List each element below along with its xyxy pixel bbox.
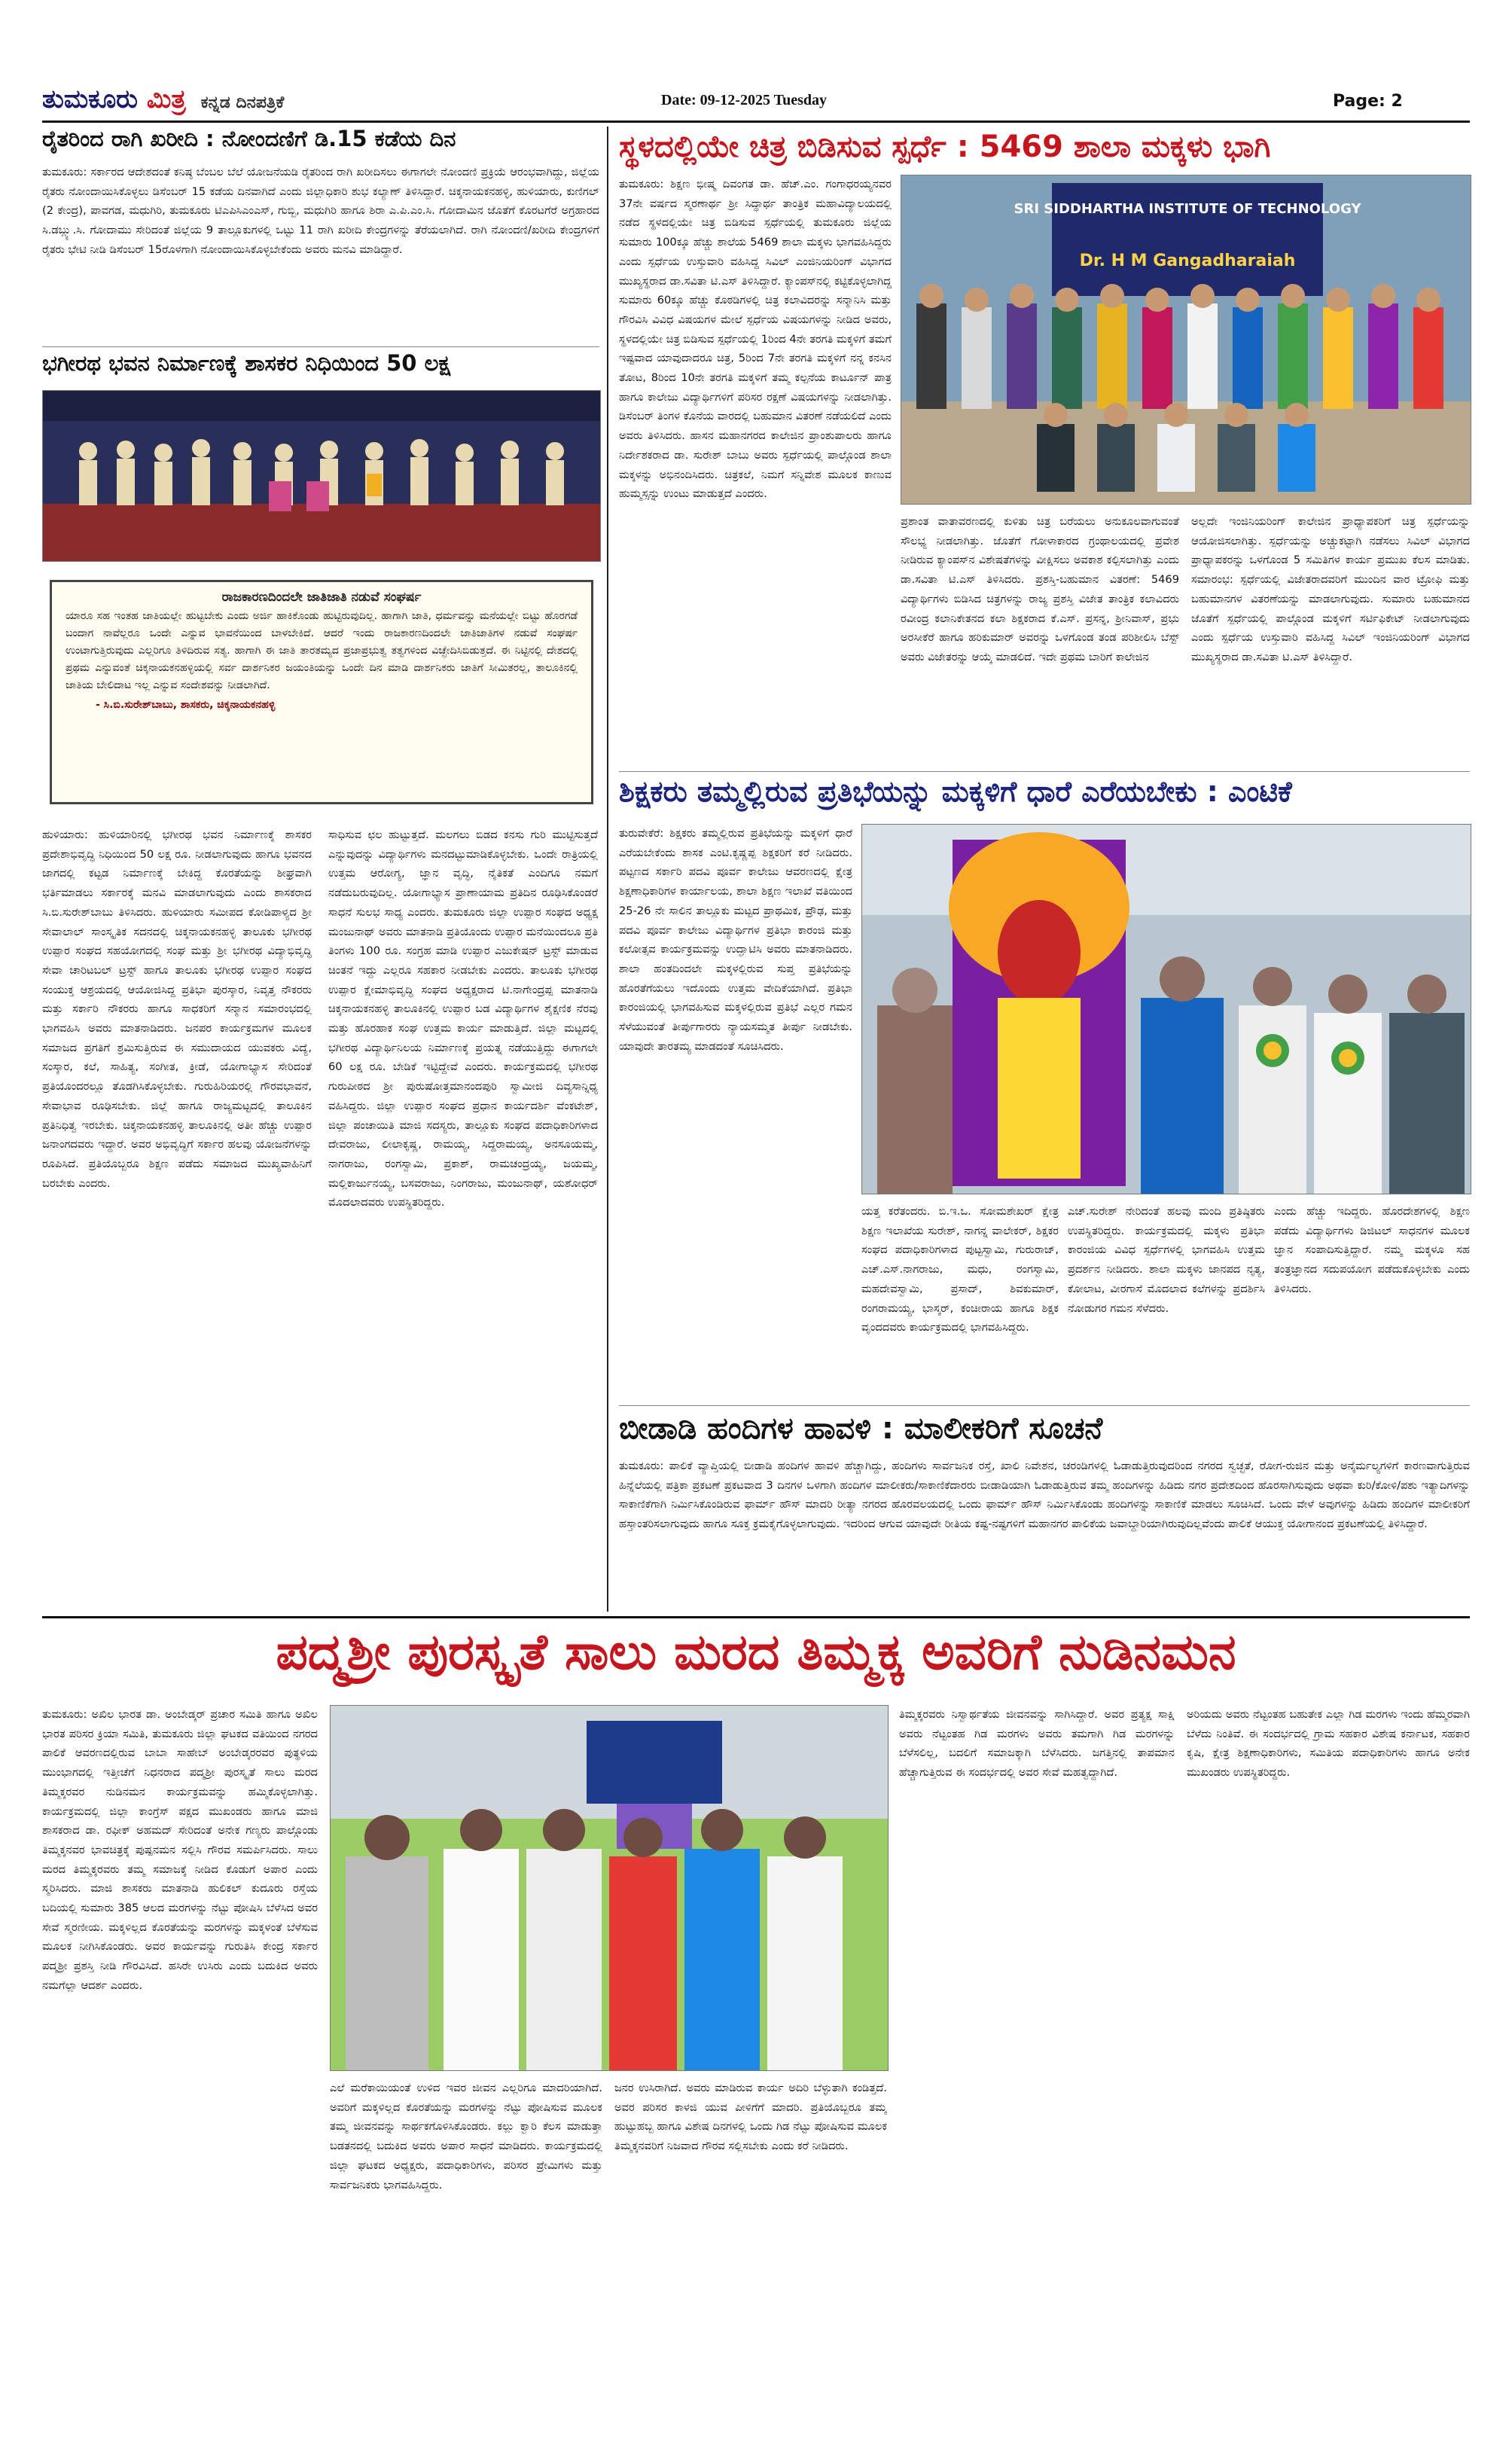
chitra-col1: ತುಮಕೂರು: ಶಿಕ್ಷಣ ಭೀಷ್ಮ ದಿವಂಗತ ಡಾ. ಹೆಚ್.ಎಂ. ಗಂಗಾಧರಯ್ಯನವರ 37ನೇ ವರ್ಷದ ಸ್ಮರಣಾರ್ಥ ಶ್ರೀ ಸಿದ್ಧಾರ್ಥ ತಾಂತ್ರಿಕ ಮಹಾವಿದ್ಯಾಲಯದಲ್ಲಿ ನಡೆದ ಸ್ಥಳದಲ್ಲಿಯೇ ಚಿತ್ರ ಬಿಡಿಸುವ ಸ್ಪರ್ಧೆಯಲ್ಲಿ ತುಮಕೂರು ಜಿಲ್ಲೆಯ ಸುಮಾರು 100ಕ್ಕೂ ಹೆಚ್ಚು ಶಾಲೆಯ 5469 ಶಾಲಾ ಮಕ್ಕಳು ಭಾಗವಹಿಸಿದ್ದರು ಎಂದು ಸ್ಪರ್ಧೆಯ ಉಸ್ತುವಾರಿ ವಹಿಸಿದ್ದ ಸಿವಿಲ್ ಎಂಜಿನಿಯರಿಂಗ್ ವಿಭಾಗದ ಮುಖ್ಯಸ್ಥರಾದ ಡಾ.ಸವಿತಾ ಟಿ.ಎಸ್ ತಿಳಿಸಿದ್ದಾರೆ. ಕ್ಯಾಂಪಸ್‌ನಲ್ಲಿ ಕಟ್ಟಿಕೊಳ್ಳಲಾಗಿದ್ದ ಸುಮಾರು 60ಕ್ಕೂ ಹೆಚ್ಚು ಕೊಠಡಿಗಳಲ್ಲಿ ಚಿತ್ರ ಕಲಾವಿದರನ್ನು ಸನ್ಮಾನಿಸಿ ಮತ್ತು ಗೌರವಿಸಿ ವಿವಿಧ ವಿಷಯಗಳ ಮೇಲೆ ಸ್ಪರ್ಧೆಯ ವಿಷಯಗಳನ್ನು ನೀಡಿದ ಅವರು, ಸ್ಥಳದಲ್ಲಿಯೇ ಚಿತ್ರ ಬಿಡಿಸುವ ಸ್ಪರ್ಧೆಯಲ್ಲಿ 1ರಿಂದ 4ನೇ ತರಗತಿ ಮಕ್ಕಳಿಗೆ ತಮಗೆ ಇಷ್ಟವಾದ ಯಾವುದಾದರೂ ಚಿತ್ರ, 5ರಿಂದ 7ನೇ ತರಗತಿ ಮಕ್ಕಳಿಗೆ ನನ್ನ ಕನಸಿನ ತೋಟ, 8ರಿಂದ 10ನೇ ತರಗತಿ ಮಕ್ಕಳಿಗೆ ತಮ್ಮ ಕಲ್ಪನೆಯ ಕಾರ್ಟೂನ್ ಪಾತ್ರ ಹಾಗೂ ಕಾಲೇಜು ವಿದ್ಯಾರ್ಥಿಗಳಿಗೆ ಪರಿಸರ ರಕ್ಷಣೆ ವಿಷಯಗಳನ್ನು ನೀಡಲಾಗಿತ್ತು. ಡಿಸೆಂಬರ್ ತಿಂಗಳ ಕೊನೆಯ ವಾರದಲ್ಲಿ ಬಹುಮಾನ ವಿತರಣೆ ನಡೆಯಲಿದೆ ಎಂದು ಅವರು ತಿಳಿಸಿದರು. ಹಾಸನ ಮಹಾನಗರದ ಕಾಲೇಜಿನ ಪ್ರಾಂಶುಪಾಲರು ಹಾಗೂ ನಿರ್ದೇಶಕರಾದ ಡಾ. ಸುರೇಶ್ ಬಾಬು ಅವರು ಸ್ಪರ್ಧೆಯಲ್ಲಿ ಪಾಲ್ಗೊಂಡ ಶಾಲಾ ಮಕ್ಕಳನ್ನು ಅಭಿನಂದಿಸಿದರು. ಚಿತ್ರಕಲೆ, ನಿಮಗೆ ಸನ್ನಿವೇಶ ಮೂಲಕ ಕಾಣುವ ಹುಮ್ಮಸ್ಸನ್ನು ಉಂಟು ಮಾಡುತ್ತದೆ ಎಂದರು. bbox=[619, 178, 892, 501]
chitra-photo bbox=[901, 175, 1471, 505]
masthead-name-2: ಮಿತ್ರ bbox=[146, 84, 186, 114]
quote-title: ರಾಜಕಾರಣದಿಂದಲೇ ಜಾತಿಜಾತಿ ನಡುವೆ ಸಂಘರ್ಷ bbox=[221, 590, 422, 605]
shikshakaru-headline: ಶಿಕ್ಷಕರು ತಮ್ಮಲ್ಲಿರುವ ಪ್ರತಿಭೆಯನ್ನು ಮಕ್ಕಳಿಗೆ ಧಾರೆ ಎರೆಯಬೇಕು : ಎಂಟಿಕೆ bbox=[619, 775, 1292, 808]
ragi-body: ತುಮಕೂರು: ಸರ್ಕಾರದ ಆದೇಶದಂತೆ ಕನಿಷ್ಠ ಬೆಂಬಲ ಬೆಲೆ ಯೋಜನೆಯಡಿ ರೈತರಿಂದ ರಾಗಿ ಖರೀದಿಸಲು ಈಗಾಗಲೇ ನೋಂದಣಿ ಪ್ರಕ್ರಿಯೆ ಆರಂಭವಾಗಿದ್ದು, ಜಿಲ್ಲೆಯ ರೈತರು ನೋಂದಾಯಿಸಿಕೊಳ್ಳಲು ಡಿಸೆಂಬರ್ 15 ಕಡೆಯ ದಿನವಾಗಿದೆ ಎಂದು ಜಿಲ್ಲಾಧಿಕಾರಿ ಶುಭ ಕಲ್ಯಾಣ್ ತಿಳಿಸಿದ್ದಾರೆ. ಚಿಕ್ಕನಾಯಕನಹಳ್ಳಿ, ಹುಳಿಯಾರು, ಕುಣಿಗಲ್ (2 ಕೇಂದ್ರ), ಪಾವಗಡ, ಮಧುಗಿರಿ, ತುಮಕೂರು ಟಿಎಪಿಸಿಎಂಎಸ್, ಗುಬ್ಬಿ, ಮಧುಗಿರಿ ಹಾಗೂ ಶಿರಾ ಎ.ಪಿ.ಎಂ.ಸಿ. ಗೋದಾಮಿನ ಜೊತೆಗೆ ಕೊರಟಗೆರೆ ಅಗ್ರಹಾರದ ಸಿ.ಡಬ್ಲ್ಯು.ಸಿ. ಗೋದಾಮು ಸೇರಿದಂತೆ ಜಿಲ್ಲೆಯ 9 ತಾಲ್ಲೂಕುಗಳಲ್ಲಿ ಒಟ್ಟು 11 ರಾಗಿ ಖರೀದಿ ಕೇಂದ್ರಗಳನ್ನು ತೆರೆಯಲಾಗಿದೆ. ರಾಗಿ ನೋಂದಣಿ/ಖರೀದಿ ಕೇಂದ್ರಗಳಿಗೆ ರೈತರು ಭೇಟಿ ನೀಡಿ ಡಿಸೆಂಬರ್ 15ರೊಳಗಾಗಿ ನೋಂದಾಯಿಸಿಕೊಳ್ಳಬೇಕೆಂದು ಅವರು ಮನವಿ ಮಾಡಿದ್ದಾರೆ. bbox=[42, 166, 599, 256]
banner-sub: Dr. H M Gangadharaiah bbox=[1079, 252, 1296, 270]
divider bbox=[619, 771, 1470, 772]
thimmakka-photo bbox=[330, 1705, 889, 2071]
banner-text: SRI SIDDHARTHA INSTITUTE OF TECHNOLOGY bbox=[1014, 201, 1361, 217]
thimmakka-col1: ತುಮಕೂರು: ಅಖಿಲ ಭಾರತ ಡಾ. ಅಂಬೇಡ್ಕರ್ ಪ್ರಚಾರ ಸಮಿತಿ ಹಾಗೂ ಅಖಿಲ ಭಾರತ ಪರಿಸರ ಕ್ರಿಯಾ ಸಮಿತಿ, ತುಮಕೂರು ಜಿಲ್ಲಾ ಘಟಕದ ವತಿಯಿಂದ ನಗರದ ಪಾಲಿಕೆ ಆವರಣದಲ್ಲಿರುವ ಬಾಬಾ ಸಾಹೇಬ್ ಅಂಬೇಡ್ಕರರವರ ಪುತ್ಥಳಿಯ ಮುಂಭಾಗದಲ್ಲಿ ಇತ್ತೀಚೆಗೆ ನಿಧನರಾದ ಪದ್ಮಶ್ರೀ ಪುರಸ್ಕೃತೆ ಸಾಲು ಮರದ ತಿಮ್ಮಕ್ಕರವರ ನುಡಿನಮನ ಕಾರ್ಯಕ್ರಮವನ್ನು ಹಮ್ಮಿಕೊಳ್ಳಲಾಗಿತ್ತು. ಕಾರ್ಯಕ್ರಮದಲ್ಲಿ ಜಿಲ್ಲಾ ಕಾಂಗ್ರೆಸ್ ಪಕ್ಷದ ಮುಖಂಡರು ಹಾಗೂ ಮಾಜಿ ಶಾಸಕರಾದ ಡಾ. ರಫೀಕ್ ಅಹಮದ್ ಸೇರಿದಂತೆ ಅನೇಕ ಗಣ್ಯರು ಪಾಲ್ಗೊಂಡು ತಿಮ್ಮಕ್ಕನವರ ಭಾವಚಿತ್ರಕ್ಕೆ ಪುಷ್ಪನಮನ ಸಲ್ಲಿಸಿ ಗೌರವ ಸಮರ್ಪಿಸಿದರು. ಸಾಲು ಮರದ ತಿಮ್ಮಕ್ಕರವರು ತಮ್ಮ ಸಮಾಜಕ್ಕೆ ನೀಡಿದ ಕೊಡುಗೆ ಅಪಾರ ಎಂದು ಸ್ಮರಿಸಿದರು. ಮಾಜಿ ಶಾಸಕರು ಮಾತನಾಡಿ ಹುಲಿಕಲ್ ಕುದೂರು ರಸ್ತೆಯ ಬದಿಯಲ್ಲಿ ಸುಮಾರು 385 ಆಲದ ಮರಗಳನ್ನು ನೆಟ್ಟು ಪೋಷಿಸಿ ಬೆಳೆಸಿದ ಅವರ ಸೇವೆ ಸ್ಮರಣೀಯ. ಮಕ್ಕಳಿಲ್ಲದ ಕೊರತೆಯನ್ನು ಮರಗಳನ್ನು ಮಕ್ಕಳಂತೆ ಬೆಳೆಸುವ ಮೂಲಕ ನೀಗಿಸಿಕೊಂಡರು. ಅವರ ಕಾರ್ಯವನ್ನು ಗುರುತಿಸಿ ಕೇಂದ್ರ ಸರ್ಕಾರ ಪದ್ಮಶ್ರೀ ಪ್ರಶಸ್ತಿ ನೀಡಿ ಗೌರವಿಸಿದೆ. ಹಸಿರೇ ಉಸಿರು ಎಂದು ಬದುಕಿದ ಅವರು ನಮಗೆಲ್ಲಾ ಆದರ್ಶ ಎಂದರು. bbox=[42, 1708, 318, 1992]
header-rule bbox=[42, 120, 1470, 123]
handi-body: ತುಮಕೂರು: ಪಾಲಿಕೆ ವ್ಯಾಪ್ತಿಯಲ್ಲಿ ಬೀಡಾಡಿ ಹಂದಿಗಳ ಹಾವಳಿ ಹೆಚ್ಚಾಗಿದ್ದು, ಹಂದಿಗಳು ಸಾರ್ವಜನಿಕ ರಸ್ತೆ, ಖಾಲಿ ನಿವೇಶನ, ಚರಂಡಿಗಳಲ್ಲಿ ಓಡಾಡುತ್ತಿರುವುದರಿಂದ ನಗರದ ಸ್ವಚ್ಛತೆ, ರೋಗ-ರುಜಿನ ಮತ್ತು ಅನೈರ್ಮಲ್ಯಗಳಿಗೆ ಕಾರಣವಾಗುತ್ತಿರುವ ಹಿನ್ನೆಲೆಯಲ್ಲಿ ಪತ್ರಿಕಾ ಪ್ರಕಟಣೆ ಪ್ರಕಟವಾದ 3 ದಿನಗಳ ಒಳಗಾಗಿ ಹಂದಿಗಳ ಮಾಲೀಕರು/ಸಾಕಾಣಿಕೆದಾರರು ಬೀಡಾಡಿಯಾಗಿ ಓಡಾಡುತ್ತಿರುವ ತಮ್ಮ ಹಂದಿಗಳನ್ನು ಹಿಡಿದು ನಗರ ಪ್ರದೇಶದಿಂದ ಹೊರಸಾಗಿಸುವುದು ಅಥವಾ ಕುರಿ/ಕೋಳಿ/ಪಶು ಇತ್ಯಾದಿಗಳನ್ನು ಸಾಕಾಣಿಕೆಗಾಗಿ ನಿರ್ಮಿಸಿಕೊಂಡಿರುವ ಫಾರ್ಮ್ ಹೌಸ್ ಮಾದರಿ ರೀತ್ಯಾ ನಗರದ ಹೊರವಲಯದಲ್ಲಿ ಒಂದು ಫಾರ್ಮ್ ಹೌಸ್ ನಿರ್ಮಿಸಿಕೊಂಡು ಹಂದಿಗಳನ್ನು ಸಾಕಾಣಿಕೆ ಮಾಡಲು ಸೂಚಿಸಿದೆ. ಒಂದು ವೇಳೆ ಅವುಗಳನ್ನು ಹಿಡಿದು ಹಂದಿಗಳ ಮಾಲೀಕರಿಗೆ ಹಸ್ತಾಂತರಿಸಲಾಗುವುದು ಹಾಗೂ ಸೂಕ್ತ ಕ್ರಮಕೈಗೊಳ್ಳಲಾಗುವುದು. ಇದರಿಂದ ಆಗುವ ಯಾವುದೇ ರೀತಿಯ ಕಷ್ಟ-ನಷ್ಟಗಳಿಗೆ ಮಹಾನಗರ ಪಾಲಿಕೆಯ ಜವಾಬ್ದಾರಿಯಾಗಿರುವುದಿಲ್ಲವೆಂದು ಪಾಲಿಕೆ ಆಯುಕ್ತ ಯೋಗಾನಂದ ಪ್ರಕಟಣೆಯಲ್ಲಿ ತಿಳಿಸಿದ್ದಾರೆ. bbox=[619, 1459, 1470, 1531]
shikshakaru-col1: ತುರುವೇಕೆರೆ: ಶಿಕ್ಷಕರು ತಮ್ಮಲ್ಲಿರುವ ಪ್ರತಿಭೆಯನ್ನು ಮಕ್ಕಳಿಗೆ ಧಾರೆ ಎರೆಯಬೇಕೆಂದು ಶಾಸಕ ಎಂಟಿ.ಕೃಷ್ಣಪ್ಪ ಶಿಕ್ಷಕರಿಗೆ ಕರೆ ನೀಡಿದರು. ಪಟ್ಟಣದ ಸರ್ಕಾರಿ ಪದವಿ ಪೂರ್ವ ಕಾಲೇಜು ಆವರಣದಲ್ಲಿ ಕ್ಷೇತ್ರ ಶಿಕ್ಷಣಾಧಿಕಾರಿಗಳ ಕಾರ್ಯಾಲಯ, ಶಾಲಾ ಶಿಕ್ಷಣ ಇಲಾಖೆ ವತಿಯಿಂದ 25-26 ನೇ ಸಾಲಿನ ತಾಲ್ಲೂಕು ಮಟ್ಟದ ಪ್ರಾಥಮಿಕ, ಪ್ರೌಢ, ಮತ್ತು ಪದವಿ ಪೂರ್ವ ಕಾಲೇಜು ವಿದ್ಯಾರ್ಥಿಗಳ ಪ್ರತಿಭಾ ಕಾರಂಜಿ ಮತ್ತು ಕಲೋತ್ಸವ ಕಾರ್ಯಕ್ರಮವನ್ನು ಉದ್ಘಾಟಿಸಿ ಅವರು ಮಾತನಾಡಿದರು. ಶಾಲಾ ಹಂತದಿಂದಲೇ ಮಕ್ಕಳಲ್ಲಿರುವ ಸುಪ್ತ ಪ್ರತಿಭೆಯನ್ನು ಹೊರತೆಗೆಯಲು ಇದೊಂದು ಉತ್ತಮ ವೇದಿಕೆಯಾಗಿದೆ. ಪ್ರತಿಭಾ ಕಾರಂಜಿಯಲ್ಲಿ ಭಾಗವಹಿಸುವ ಮಕ್ಕಳಲ್ಲಿರುವ ಪ್ರತಿಭೆ ಎಲ್ಲರ ಗಮನ ಸೆಳೆಯುವಂತೆ ತೀರ್ಪುಗಾರರು ನ್ಯಾಯಸಮ್ಮತ ತೀರ್ಪು ನೀಡಬೇಕು. ಯಾವುದೇ ತಾರತಮ್ಯ ಮಾಡದಂತೆ ಸೂಚಿಸಿದರು. bbox=[619, 827, 852, 1053]
chitra-headline: ಸ್ಥಳದಲ್ಲಿಯೇ ಚಿತ್ರ ಬಿಡಿಸುವ ಸ್ಪರ್ಧೆ : 5469 ಶಾಲಾ ಮಕ್ಕಳು ಭಾಗಿ bbox=[619, 130, 1271, 164]
tribute-photo-illustration bbox=[331, 1706, 888, 2070]
shikshakaru-photo bbox=[861, 824, 1471, 1194]
bhagiratha-col1: ಹುಳಿಯಾರು: ಹುಳಿಯಾರಿನಲ್ಲಿ ಭಗೀರಥ ಭವನ ನಿರ್ಮಾಣಕ್ಕೆ ಶಾಸಕರ ಪ್ರದೇಶಾಭಿವೃದ್ಧಿ ನಿಧಿಯಿಂದ 50 ಲಕ್ಷ ರೂ. ನೀಡಲಾಗುವುದು ಹಾಗೂ ಭವನದ ಜಾಗದಲ್ಲಿ ಕಟ್ಟಡ ನಿರ್ಮಾಣಕ್ಕೆ ಬೇಕಿದ್ದ ಕೊರತೆಯನ್ನು ಶೀಘ್ರವಾಗಿ ಭರ್ತಿಮಾಡಲು ಸರ್ಕಾರಕ್ಕೆ ಮನವಿ ಮಾಡಲಾಗುವುದು ಎಂದು ಶಾಸಕರಾದ ಸಿ.ಬಿ.ಸುರೇಶ್‌ಬಾಬು ತಿಳಿಸಿದರು. ಹುಳಿಯಾರು ಸಮೀಪದ ಕೋಡಿಪಾಳ್ಯದ ಶ್ರೀ ಸೇವಾಲಾಲ್ ಸಾಂಸ್ಕೃತಿಕ ಸದನದಲ್ಲಿ ಚಿಕ್ಕನಾಯಕನಹಳ್ಳಿ ತಾಲೂಕು ಭಗೀರಥ ಉಪ್ಪಾರ ಸಂಘದ ಸಹಯೋಗದಲ್ಲಿ ಸಂಘ ಮತ್ತು ಶ್ರೀ ಭಗೀರಥ ವಿದ್ಯಾಭಿವೃದ್ಧಿ ಸೇವಾ ಚಾರಿಟಬಲ್ ಟ್ರಸ್ಟ್ ಹಾಗೂ ತಾಲೂಕು ಭಗೀರಥ ಉಪ್ಪಾರ ಸಂಘದ ಸಂಯುಕ್ತ ಆಶ್ರಯದಲ್ಲಿ ಆಯೋಜಿಸಿದ್ದ ಪ್ರತಿಭಾ ಪುರಸ್ಕಾರ, ನಿವೃತ್ತ ನೌಕರರು ಮತ್ತು ಸರ್ಕಾರಿ ನೌಕರರು ಹಾಗೂ ಸಾಧಕರಿಗೆ ಸನ್ಮಾನ ಸಮಾರಂಭದಲ್ಲಿ ಭಾಗವಹಿಸಿ ಅವರು ಮಾತನಾಡಿದರು. ಜನಪರ ಕಾರ್ಯಕ್ರಮಗಳ ಮೂಲಕ ಸಮಾಜದ ಪ್ರಗತಿಗೆ ಶ್ರಮಿಸುತ್ತಿರುವ ಈ ಸಮುದಾಯದ ಯುವಕರು ವಿದ್ಯೆ, ಸಂಸ್ಕಾರ, ಕಲೆ, ಸಾಹಿತ್ಯ, ಸಂಗೀತ, ಕ್ರೀಡೆ, ಯೋಗಾಭ್ಯಾಸ ಸೇರಿದಂತೆ ಪ್ರತಿಯೊಂದರಲ್ಲೂ ತೊಡಗಿಸಿಕೊಳ್ಳಬೇಕು. ಗುರುಹಿರಿಯರಲ್ಲಿ ಗೌರವಭಾವನೆ, ಸೇವಾಭಾವ ರೂಢಿಸಬೇಕು. ಜಿಲ್ಲೆ ಹಾಗೂ ರಾಜ್ಯಮಟ್ಟದಲ್ಲಿ ತಾಲೂಕಿನ ಪ್ರತಿನಿಧಿತ್ವ ಇರಬೇಕು. ಚಿಕ್ಕನಾಯಕನಹಳ್ಳಿ ತಾಲೂಕಿನಲ್ಲಿ ಅತೀ ಹೆಚ್ಚು ಉಪ್ಪಾರ ಜನಾಂಗದವರು ಇದ್ದಾರೆ. ಅವರ ಅಭಿವೃದ್ಧಿಗೆ ಸರ್ಕಾರ ಹಲವು ಯೋಜನೆಗಳನ್ನು ರೂಪಿಸಿದೆ. ಪ್ರತಿಯೊಬ್ಬರೂ ಶಿಕ್ಷಣ ಪಡೆದು ಸಮಾಜದ ಮುಖ್ಯವಾಹಿನಿಗೆ ಬರಬೇಕು ಎಂದರು. bbox=[42, 828, 312, 1190]
ceremony-photo-illustration bbox=[862, 825, 1471, 1194]
chitra-col2: ಪ್ರಶಾಂತ ವಾತಾವರಣದಲ್ಲಿ ಕುಳಿತು ಚಿತ್ರ ಬರೆಯಲು ಅನುಕೂಲವಾಗುವಂತೆ ಸೌಲಭ್ಯ ನೀಡಲಾಗಿತ್ತು. ಜೊತೆಗೆ ಗೋಳಾಕಾರದ ಗ್ರಂಥಾಲಯದಲ್ಲಿ ಪ್ರವೇಶ ನೀಡಿರುವ ಕ್ಯಾಂಪಸ್‌ನ ವಿಶೇಷತೆಗಳನ್ನು ವೀಕ್ಷಿಸಲು ಅವಕಾಶ ಕಲ್ಪಿಸಲಾಗಿತ್ತು ಎಂದು ಡಾ.ಸವಿತಾ ಟಿ.ಎಸ್ ತಿಳಿಸಿದರು. ಪ್ರಶಸ್ತಿ-ಬಹುಮಾನ ವಿತರಣೆ: 5469 ವಿದ್ಯಾರ್ಥಿಗಳು ಬಿಡಿಸಿದ ಚಿತ್ರಗಳನ್ನು ರಾಜ್ಯ ಪ್ರಶಸ್ತಿ ವಿಜೇತ ತಾಂತ್ರಿಕ ಕಲಾವಿದರು ರವೀಂದ್ರ ಕಲಾನಿಕೇತನದ ಕಲಾ ಶಿಕ್ಷಕರಾದ ಕೆ.ಎಸ್. ಪ್ರಸನ್ನ, ಶ್ರೀನಿವಾಸ್, ಪ್ರಭು ಅರಸೀಕೆರೆ ಹಾಗೂ ಹರಿಕುಮಾರ್ ಅವರನ್ನು ಒಳಗೊಂಡ ತಂಡ ಪರಿಶೀಲಿಸಿ ಬೆಸ್ಟ್ ಅವರು ವಿಜೇತರನ್ನು ಆಯ್ಕೆ ಮಾಡಲಿದೆ. ಇದೇ ಪ್ರಥಮ ಬಾರಿಗೆ ಕಾಲೇಜಿನ bbox=[901, 515, 1179, 663]
shikshakaru-col-c: ಎಂದು ಹೆಚ್ಚು ಇದಿದ್ದರು. ಹೊರದೇಶಗಳಲ್ಲಿ ಶಿಕ್ಷಣ ಪಡೆದು ವಿದ್ಯಾರ್ಥಿಗಳು ಡಿಜಿಟಲ್ ಸಾಧನಗಳ ಮೂಲಕ ಜ್ಞಾನ ಸಂಪಾದಿಸುತ್ತಿದ್ದಾರೆ. ನಮ್ಮ ಮಕ್ಕಳೂ ಸಹ ತಂತ್ರಜ್ಞಾನದ ಸದುಪಯೋಗ ಪಡೆದುಕೊಳ್ಳಬೇಕು ಎಂದು ತಿಳಿಸಿದರು. bbox=[1274, 1205, 1470, 1295]
column-separator bbox=[607, 127, 608, 1612]
bhagiratha-col2: ಸಾಧಿಸುವ ಛಲ ಹುಟ್ಟುತ್ತದೆ. ಮಲಗಲು ಬಿಡದ ಕನಸು ಗುರಿ ಮುಟ್ಟಿಸುತ್ತದೆ ಎನ್ನುವುದನ್ನು ವಿದ್ಯಾರ್ಥಿಗಳು ಮನದಟ್ಟುಮಾಡಿಕೊಳ್ಳಬೇಕು. ಒಂದೇ ರಾತ್ರಿಯಲ್ಲಿ ಉತ್ತಮ ಆರೋಗ್ಯ, ಜ್ಞಾನ ವೃದ್ಧಿ, ನೈತಿಕತೆ ಎಂದಿಗೂ ನಮಗೆ ನಡೆದುಬರುವುದಿಲ್ಲ. ಯೋಗಾಭ್ಯಾಸ ಪ್ರಾಣಾಯಾಮ ಪ್ರತಿದಿನ ರೂಢಿಸಿಕೊಂಡರೆ ಸಾಧನೆ ಸುಲಭ ಸಾಧ್ಯ ಎಂದರು. ತುಮಕೂರು ಜಿಲ್ಲಾ ಉಪ್ಪಾರ ಸಂಘದ ಅಧ್ಯಕ್ಷ ಮಂಜುನಾಥ್ ಅವರು ಮಾತನಾಡಿ ಪ್ರತಿಯೊಂದು ಉಪ್ಪಾರ ಮನೆಯಿಂದಲೂ ಪ್ರತಿ ತಿಂಗಳು 100 ರೂ. ಸಂಗ್ರಹ ಮಾಡಿ ಉಪ್ಪಾರ ಎಜುಕೇಷನ್ ಟ್ರಸ್ಟ್ ಮಾಡುವ ಚಿಂತನೆ ಇದ್ದು ಎಲ್ಲರೂ ಸಹಕಾರ ನೀಡಬೇಕು ಎಂದರು. ತಾಲೂಕು ಭಗೀರಥ ಉಪ್ಪಾರ ಕ್ಷೇಮಾಭಿವೃದ್ಧಿ ಸಂಘದ ಅಧ್ಯಕ್ಷರಾದ ಟಿ.ನಾಗೇಂದ್ರಪ್ಪ ಮಾತನಾಡಿ ಚಿಕ್ಕನಾಯಕನಹಳ್ಳಿ ತಾಲೂಕಿನಲ್ಲಿ ಉಪ್ಪಾರ ಬಡ ವಿದ್ಯಾರ್ಥಿಗಳ ಶೈಕ್ಷಣಿಕ ನೆರವು ಮತ್ತು ಹೊರಹಾಕ ಸಂಘ ಉತ್ತಮ ಕಾರ್ಯ ಮಾಡುತ್ತಿದೆ. ಜಿಲ್ಲಾ ಮಟ್ಟದಲ್ಲಿ ಭಗೀರಥ ವಿದ್ಯಾರ್ಥಿನಿಲಯ ನಿರ್ಮಾಣಕ್ಕೆ ಪ್ರಯತ್ನ ನಡೆಯುತ್ತಿದ್ದು ಈಗಾಗಲೇ 60 ಲಕ್ಷ ರೂ. ಬೇಡಿಕೆ ಇಟ್ಟಿದ್ದೇವೆ ಎಂದರು. ಕಾರ್ಯಕ್ರಮದಲ್ಲಿ ಭಗೀರಥ ಗುರುಪೀಠದ ಶ್ರೀ ಪುರುಷೋತ್ತಮಾನಂದಪುರಿ ಸ್ವಾಮೀಜಿ ದಿವ್ಯಸಾನ್ನಿಧ್ಯ ವಹಿಸಿದ್ದರು. ಜಿಲ್ಲಾ ಉಪ್ಪಾರ ಸಂಘದ ಪ್ರಧಾನ ಕಾರ್ಯದರ್ಶಿ ವೆಂಕಟೇಶ್, ಜಿಲ್ಲಾ ಪಂಚಾಯಿತಿ ಮಾಜಿ ಸದಸ್ಯರು, ತಾಲ್ಲೂಕು ಸಂಘದ ಪದಾಧಿಕಾರಿಗಳಾದ ದೇವರಾಜು, ಲೀಲಾಕೃಷ್ಣ, ರಾಮಯ್ಯ, ಸಿದ್ದರಾಮಯ್ಯ, ಅನಸೂಯಮ್ಮ, ನಾಗರಾಜು, ರಂಗಸ್ವಾಮಿ, ಪ್ರಕಾಶ್, ರಾಮಚಂದ್ರಯ್ಯ, ಜಯಮ್ಮ, ಮಲ್ಲಿಕಾರ್ಜುನಯ್ಯ, ಬಸವರಾಜು, ನಿಂಗರಾಜು, ಮಂಜುನಾಥ್, ಯಶೋಧರ್ ಮೊದಲಾದವರು ಉಪಸ್ಥಿತರಿದ್ದರು. bbox=[328, 828, 598, 1209]
thimmakka-headline: ಪದ್ಮಶ್ರೀ ಪುರಸ್ಕೃತೆ ಸಾಲು ಮರದ ತಿಮ್ಮಕ್ಕ ಅವರಿಗೆ ನುಡಿನಮನ bbox=[276, 1623, 1236, 1681]
section-rule bbox=[42, 1616, 1470, 1618]
dateline: Date: 09-12-2025 Tuesday bbox=[661, 92, 828, 108]
bhagiratha-photo bbox=[42, 390, 601, 562]
quote-body: ಯಾರೂ ಸಹ ಇಂತಹ ಜಾತಿಯಲ್ಲೇ ಹುಟ್ಟಬೇಕು ಎಂದು ಅರ್ಜಿ ಹಾಕಿಕೊಂಡು ಹುಟ್ಟಿರುವುದಿಲ್ಲ. ಹಾಗಾಗಿ ಜಾತಿ, ಧರ್ಮವನ್ನು ಮನೆಯಲ್ಲೇ ಬಿಟ್ಟು ಹೊರಗಡೆ ಬಂದಾಗ ನಾವೆಲ್ಲರೂ ಒಂದೇ ಎನ್ನುವ ಭಾವನೆಯಿಂದ ಬಾಳಬೇಕಿದೆ. ಆದರೆ ಇಂದು ರಾಜಕಾರಣದಿಂದಲೇ ಜಾತಿಜಾತಿಗಳ ನಡುವೆ ಸಂಘರ್ಷ ಉಂಟಾಗುತ್ತಿರುವುದು ಎಲ್ಲರಿಗೂ ತಿಳಿದಿರುವ ಸತ್ಯ. ಹಾಗಾಗಿ ಈ ಜಾತಿ ತಾರತಮ್ಯದ ಪ್ರಜಾಪ್ರಭುತ್ವ ತತ್ವಗಳಿಂದ ವಿಚ್ಛೇದಿಸಿಬಿಡುತ್ತದೆ. ಈ ನಿಟ್ಟಿನಲ್ಲಿ ದೇಶದಲ್ಲಿ ಪ್ರಥಮ ಎನ್ನುವಂತೆ ಚಿಕ್ಕನಾಯಕನಹಳ್ಳಿಯಲ್ಲಿ ಸರ್ವ ದಾರ್ಶನಿಕರ ಜಯಂತಿಯನ್ನು ಒಂದೇ ದಿನ ಮಾಡಿ ದಾರ್ಶನಿಕರು ಜಾತಿಗೆ ಸೀಮಿತರಲ್ಲ, ತಾಲೂಕಿನಲ್ಲಿ ಜಾತಿಯ ಬೇಲಿದಾಟ ಇಲ್ಲ ಎನ್ನುವ ಸಂದೇಶವನ್ನು ನೀಡಲಾಗಿದೆ. bbox=[66, 610, 578, 691]
shikshakaru-col-b: ಎಚ್.ಸುರೇಶ್ ನೇರಿದಂತೆ ಹಲವು ಮಂದಿ ಪ್ರತಿಷ್ಠಿತರು ಉಪಸ್ಥಿತರಿದ್ದರು. ಕಾರ್ಯಕ್ರಮದಲ್ಲಿ ಮಕ್ಕಳು ಪ್ರತಿಭಾ ಕಾರಂಜಿಯ ವಿವಿಧ ಸ್ಪರ್ಧೆಗಳಲ್ಲಿ ಭಾಗವಹಿಸಿ ಉತ್ತಮ ಪ್ರದರ್ಶನ ನೀಡಿದರು. ಶಾಲಾ ಮಕ್ಕಳು ಜಾನಪದ ನೃತ್ಯ, ಕೋಲಾಟ, ವೀರಗಾಸೆ ಮೊದಲಾದ ಕಲೆಗಳನ್ನು ಪ್ರದರ್ಶಿಸಿ ನೋಡುಗರ ಗಮನ ಸೆಳೆದರು. bbox=[1068, 1205, 1265, 1315]
ragi-headline: ರೈತರಿಂದ ರಾಗಿ ಖರೀದಿ : ನೋಂದಣಿಗೆ ಡಿ.15 ಕಡೆಯ ದಿನ bbox=[42, 126, 456, 151]
handi-headline: ಬೀಡಾಡಿ ಹಂದಿಗಳ ಹಾವಳಿ : ಮಾಲೀಕರಿಗೆ ಸೂಚನೆ bbox=[619, 1411, 1103, 1446]
thimmakka-col5: ಅರಿಯದು ಅವರು ನೆಟ್ಟಂತಹ ಬಹುತೇಕ ಎಲ್ಲಾ ಗಿಡ ಮರಗಳು ಇಂದು ಹೆಮ್ಮರವಾಗಿ ಬೆಳೆದು ನಿಂತಿವೆ. ಈ ಸಂದರ್ಭದಲ್ಲಿ ಗ್ರಾಮ ಸಹಕಾರ ವಿಶೇಷ ಕರ್ನಾಟಕ, ಸಹಕಾರ ಕೃಷಿ, ಕ್ಷೇತ್ರ ಶಿಕ್ಷಣಾಧಿಕಾರಿಗಳು, ಸಮಿತಿಯ ಪದಾಧಿಕಾರಿಗಳು ಹಾಗೂ ಅನೇಕ ಮುಖಂಡರು ಉಪಸ್ಥಿತರಿದ್ದರು. bbox=[1187, 1708, 1470, 1780]
masthead-name-1: ತುಮಕೂರು bbox=[42, 84, 138, 114]
quote-attribution: - ಸಿ.ಬಿ.ಸುರೇಶ್‌ಬಾಬು, ಶಾಸಕರು, ಚಿಕ್ಕನಾಯಕನಹಳ್ಳಿ bbox=[96, 699, 276, 711]
masthead-title bbox=[42, 84, 284, 114]
page-number: Page: 2 bbox=[1333, 92, 1403, 111]
masthead-subtitle: ಕನ್ನಡ ದಿನಪತ್ರಿಕೆ bbox=[200, 93, 285, 112]
group-photo-illustration bbox=[901, 175, 1471, 504]
divider bbox=[42, 346, 599, 347]
quote-box bbox=[50, 580, 593, 804]
thimmakka-col2: ಎಲೆ ಮರೆಕಾಯಿಯಂತೆ ಉಳಿದ ಇವರ ಜೀವನ ಎಲ್ಲರಿಗೂ ಮಾದರಿಯಾಗಿದೆ. ಅವರಿಗೆ ಮಕ್ಕಳಿಲ್ಲದ ಕೊರತೆಯನ್ನು ಮರಗಳನ್ನು ನೆಟ್ಟು ಪೋಷಿಸುವ ಮೂಲಕ ತಮ್ಮ ಜೀವನವನ್ನು ಸಾರ್ಥಕಗೊಳಿಸಿಕೊಂಡರು. ಕಲ್ಲು ಕ್ವಾರಿ ಕೆಲಸ ಮಾಡುತ್ತಾ ಬಡತನದಲ್ಲಿ ಬದುಕಿದ ಅವರು ಅಪಾರ ಸಾಧನೆ ಮಾಡಿದರು. ಕಾರ್ಯಕ್ರಮದಲ್ಲಿ ಜಿಲ್ಲಾ ಘಟಕದ ಅಧ್ಯಕ್ಷರು, ಪದಾಧಿಕಾರಿಗಳು, ಪರಿಸರ ಪ್ರೇಮಿಗಳು ಮತ್ತು ಸಾರ್ವಜನಿಕರು ಭಾಗವಹಿಸಿದ್ದರು. bbox=[330, 2082, 602, 2191]
thimmakka-col3: ಜನರ ಉಸಿರಾಗಿದೆ. ಅವರು ಮಾಡಿರುವ ಕಾರ್ಯ ಅದಿರಿ ಬೆಳ್ಳುತಾಗಿ ಕಂಡಿತ್ತದೆ. ಅವರ ಪರಿಸರ ಕಾಳಜಿ ಯುವ ಪೀಳಿಗೆಗೆ ಮಾದರಿ. ಪ್ರತಿಯೊಬ್ಬರೂ ತಮ್ಮ ಹುಟ್ಟುಹಬ್ಬ ಹಾಗೂ ವಿಶೇಷ ದಿನಗಳಲ್ಲಿ ಒಂದು ಗಿಡ ನೆಟ್ಟು ಪೋಷಿಸುವ ಮೂಲಕ ತಿಮ್ಮಕ್ಕನವರಿಗೆ ನಿಜವಾದ ಗೌರವ ಸಲ್ಲಿಸಬೇಕು ಎಂದು ಕರೆ ನೀಡಿದರು. bbox=[614, 2082, 887, 2153]
bhagiratha-headline: ಭಗೀರಥ ಭವನ ನಿರ್ಮಾಣಕ್ಕೆ ಶಾಸಕರ ನಿಧಿಯಿಂದ 50 ಲಕ್ಷ bbox=[42, 350, 451, 376]
stage-photo-illustration bbox=[43, 391, 600, 561]
divider bbox=[619, 1405, 1470, 1406]
shikshakaru-col-a: ಯತ್ತ ಕರೆತಂದರು. ಬಿ.ಇ.ಒ. ಸೋಮಶೇಖರ್ ಕ್ಷೇತ್ರ ಶಿಕ್ಷಣ ಇಲಾಖೆಯ ಸುರೇಶ್, ನಾಗನ್ನ ವಾಲೇಕರ್, ಶಿಕ್ಷಕರ ಸಂಘದ ಪದಾಧಿಕಾರಿಗಳಾದ ಪುಟ್ಟಸ್ವಾಮಿ, ಗುರುರಾಜ್, ಎಚ್.ಎಸ್.ನಾಗರಾಜು, ಮಧು, ರಂಗಸ್ವಾಮಿ, ಮಹದೇವಸ್ವಾಮಿ, ಪ್ರಸಾದ್, ಶಿವಕುಮಾರ್, ರಂಗರಾಮಯ್ಯ, ಭಾಸ್ಕರ್, ಕಂಚೀರಾಯ ಹಾಗೂ ಶಿಕ್ಷಕ ವೃಂದದವರು ಕಾರ್ಯಕ್ರಮದಲ್ಲಿ ಭಾಗವಹಿಸಿದ್ದರು. bbox=[861, 1205, 1059, 1334]
thimmakka-col4: ತಿಮ್ಮಕ್ಕರವರು ನಿಸ್ವಾರ್ಥತೆಯ ಜೀವನವನ್ನು ಸಾಗಿಸಿದ್ದಾರೆ. ಅವರ ಪ್ರತ್ಯಕ್ಷ ಸಾಕ್ಷಿ ಅವರು ನೆಟ್ಟಂತಹ ಗಿಡ ಮರಗಳು ಅವರು ತಮಗಾಗಿ ಗಿಡ ಮರಗಳನ್ನು ಬೆಳೆಸಲಿಲ್ಲ, ಬದಲಿಗೆ ಸಮಾಜಕ್ಕಾಗಿ ಬೆಳೆಸಿದರು. ಜಗತ್ತಿನಲ್ಲಿ ತಾಪಮಾನ ಹೆಚ್ಚಾಗುತ್ತಿರುವ ಈ ಸಂದರ್ಭದಲ್ಲಿ ಅವರ ಸೇವೆ ಮಹತ್ವದ್ದಾಗಿದೆ. bbox=[899, 1708, 1175, 1780]
chitra-col3: ಅಲ್ಲದೇ ಇಂಜಿನಿಯರಿಂಗ್ ಕಾಲೇಜಿನ ಪ್ರಾಧ್ಯಾಪಕರಿಗೆ ಚಿತ್ರ ಸ್ಪರ್ಧೆಯನ್ನು ಆಯೋಜಿಸಲಾಗಿತ್ತು. ಸ್ಪರ್ಧೆಯನ್ನು ಅಚ್ಚುಕಟ್ಟಾಗಿ ನಡೆಸಲು ಸಿವಿಲ್ ವಿಭಾಗದ ಪ್ರಾಧ್ಯಾಪಕರನ್ನು ಒಳಗೊಂಡ 5 ಸಮಿತಿಗಳ ಕಾರ್ಯ ಪ್ರಮುಖ ಕೆಲಸ ಮಾಡಿತು. ಸಮಾರಂಭ: ಸ್ಪರ್ಧೆಯಲ್ಲಿ ವಿಜೇತರಾದವರಿಗೆ ಮುಂದಿನ ವಾರ ಟ್ರೋಫಿ ಮತ್ತು ಬಹುಮಾನಗಳ ವಿತರಣೆಯನ್ನು ಮಾಡಲಾಗುವುದು. ಸುಮಾರು ಬಹುಮಾನದ ಜೊತೆಗೆ ಸ್ಪರ್ಧೆಯಲ್ಲಿ ಪಾಲ್ಗೊಂಡ ಮಕ್ಕಳಿಗೆ ಸರ್ಟಿಫಿಕೇಟ್ ನೀಡಲಾಗುವುದು ಎಂದು ಸ್ಪರ್ಧೆಯ ಉಸ್ತುವಾರಿ ವಹಿಸಿದ್ದ ಸಿವಿಲ್ ಇಂಜಿನಿಯರಿಂಗ್ ವಿಭಾಗದ ಮುಖ್ಯಸ್ಥರಾದ ಡಾ.ಸವಿತಾ ಟಿ.ಎಸ್ ತಿಳಿಸಿದ್ದಾರೆ. bbox=[1191, 515, 1470, 663]
